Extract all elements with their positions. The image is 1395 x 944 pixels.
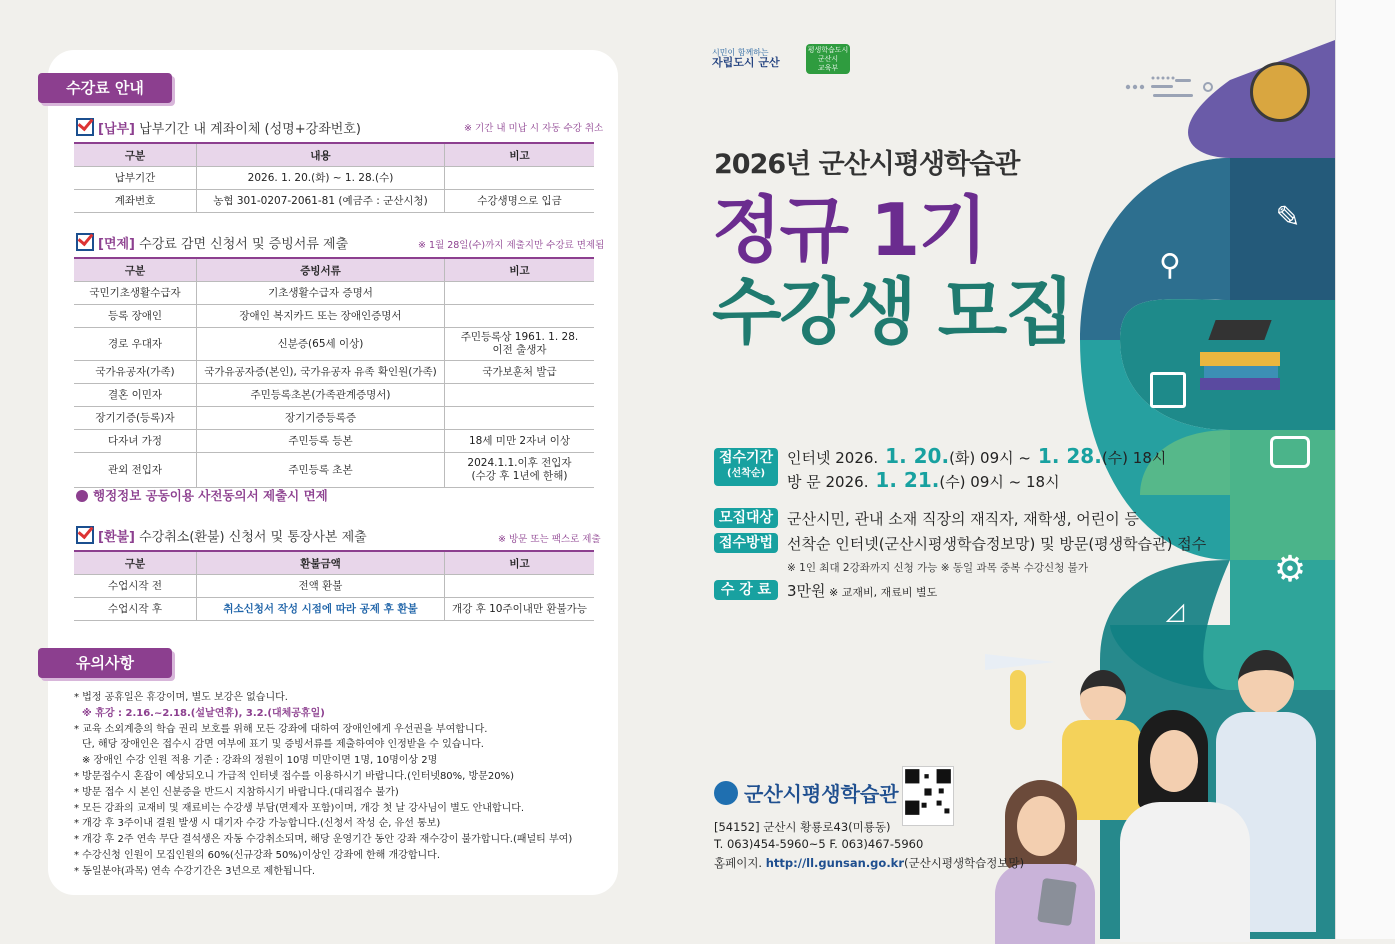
fee-value — [787, 580, 937, 601]
refund-table — [74, 550, 594, 621]
homepage-link[interactable]: http://ll.gunsan.go.kr — [765, 856, 905, 870]
table-cell — [445, 384, 595, 407]
table-cell: 국가보훈처 발급 — [445, 361, 595, 384]
table-cell: 2024.1.1.이후 전입자 (수강 후 1년에 한해) — [445, 453, 595, 488]
table-cell: 등록 장애인 — [74, 305, 197, 328]
pay-heading — [76, 118, 361, 137]
city-logo-name: 자립도시 군산 — [712, 56, 780, 69]
table-row — [74, 190, 594, 213]
checkbox-icon — [76, 118, 94, 136]
period-visit-end: (수) 09시 ~ 18시 — [939, 473, 1060, 491]
table-cell: 관외 전입자 — [74, 453, 197, 488]
pay-note: ※ 기간 내 미납 시 자동 수강 취소 — [464, 123, 604, 134]
note-line: * 법정 공휴일은 휴강이며, 별도 보강은 없습니다. — [74, 692, 288, 703]
admin-info-note — [76, 486, 328, 504]
note-line: * 개강 후 3주이내 결원 발생 시 대기자 수강 가능합니다.(신청서 작성 순, 유선 통보) — [74, 818, 441, 830]
homepage-note: (군산시평생학습정보망) — [904, 856, 1025, 870]
table-cell — [445, 407, 595, 430]
table-row — [74, 430, 594, 453]
table-cell: 18세 미만 2자녀 이상 — [445, 430, 595, 453]
table-row — [74, 361, 594, 384]
table-row — [74, 598, 594, 621]
period-label-text: 접수기간 — [718, 450, 774, 466]
table-row — [74, 305, 594, 328]
note-line: * 교육 소외계층의 학습 권리 보호를 위해 모든 강좌에 대하여 장애인에게 우선권을 부여합니다. — [74, 723, 488, 735]
table-cell: 취소신청서 작성 시점에 따라 공제 후 환불 — [197, 598, 445, 621]
admin-info-text: 행정정보 공동이용 사전동의서 제출시 면제 — [93, 488, 328, 503]
table-cell: 농협 301-0207-2061-81 (예금주 : 군산시청) — [197, 190, 445, 213]
refund-heading — [76, 526, 367, 545]
paper-plane-icon — [985, 654, 1055, 670]
exempt-tag: [면제] — [98, 237, 135, 252]
table-cell: 국가유공자(가족) — [74, 361, 197, 384]
table-row — [74, 575, 594, 598]
learning-city-logo — [806, 44, 850, 74]
table-cell: 기초생활수급자 증명서 — [197, 282, 445, 305]
arrow-circle-icon — [76, 490, 88, 502]
col-header: 구분 — [74, 551, 197, 575]
table-cell: 주민등록상 1961. 1. 28. 이전 출생자 — [445, 328, 595, 361]
note-line: * 수강신청 인원이 모집인원의 60%(신규강좌 50%)이상인 강좌에 한해 개강합니다. — [74, 849, 441, 861]
phone-fax: T. 063)454-5960~5 F. 063)467-5960 — [714, 837, 924, 851]
method-value: 선착순 인터넷(군산시평생학습정보망) 및 방문(평생학습관) 접수 — [787, 535, 1207, 553]
table-cell: 계좌번호 — [74, 190, 197, 213]
table-row — [74, 328, 594, 361]
table-cell: 전액 환불 — [197, 575, 445, 598]
qr-pattern — [903, 767, 953, 817]
poster-title-line1: 정규 1기 — [712, 188, 986, 272]
magnifier-icon: ⚲ — [1159, 248, 1181, 283]
qr-code-icon — [902, 766, 954, 826]
col-header: 구분 — [74, 258, 197, 282]
col-header: 비고 — [445, 258, 595, 282]
note-line: * 방문접수시 혼잡이 예상되오니 가급적 인터넷 접수를 이용하시기 바랍니다.(인터넷80%, 방문20%) — [74, 770, 514, 782]
table-cell: 장애인 복지카드 또는 장애인증명서 — [197, 305, 445, 328]
homepage[interactable] — [714, 855, 1024, 871]
poster-subtitle: 2026년 군산시평생학습관 — [714, 149, 1020, 180]
target-value: 군산시민, 관내 소재 직장의 재직자, 재학생, 어린이 등 — [787, 510, 1139, 528]
table-cell: 장기기증(등록)자 — [74, 407, 197, 430]
period-visit — [787, 468, 1060, 492]
table-cell: 다자녀 가정 — [74, 430, 197, 453]
city-logo-slogan: 시민이 함께하는 — [712, 48, 769, 57]
period-label — [714, 448, 778, 486]
table-cell: 주민등록 초본 — [197, 453, 445, 488]
ruler-icon: ◿ — [1165, 597, 1185, 625]
note-line: ※ 휴강 : 2.16.~2.18.(설날연휴), 3.2.(대체공휴일) — [82, 707, 325, 719]
col-header: 환불금액 — [197, 551, 445, 575]
homepage-label: 홈페이지. — [714, 856, 766, 870]
book-reader-icon: ✎ — [1275, 200, 1301, 235]
period-internet-pre: 인터넷 2026. — [787, 449, 879, 467]
table-cell: 결혼 이민자 — [74, 384, 197, 407]
col-header: 증빙서류 — [197, 258, 445, 282]
note-line: * 개강 후 2주 연속 무단 결석생은 자동 수강취소되며, 해당 운영기간 동안 강좌 재수강이 불가합니다.(패널티 부여) — [74, 834, 573, 846]
pay-title: 납부기간 내 계좌이체 (성명+강좌번호) — [135, 122, 361, 137]
method-note: ※ 1인 최대 2강좌까지 신청 가능 ※ 동일 과목 중복 수강신청 불가 — [787, 562, 1088, 574]
gear-icon: ⚙ — [1273, 549, 1307, 590]
col-header: 비고 — [445, 551, 595, 575]
table-cell — [445, 167, 595, 190]
table-row — [74, 384, 594, 407]
poster-title-line2: 수강생 모집 — [712, 270, 1073, 354]
illustration-person-3 — [1110, 710, 1260, 939]
table-cell — [445, 575, 595, 598]
note-line: * 방문 접수 시 본인 신분증을 반드시 지참하시기 바랍니다.(대리접수 불가) — [74, 786, 399, 798]
method-label: 접수방법 — [714, 533, 778, 553]
table-cell: 납부기간 — [74, 167, 197, 190]
table-cell: 수강생명으로 입금 — [445, 190, 595, 213]
table-cell: 주민등록초본(가족관계증명서) — [197, 384, 445, 407]
period-visit-date: 1. 21. — [868, 468, 940, 492]
table-cell: 2026. 1. 20.(화) ~ 1. 28.(수) — [197, 167, 445, 190]
table-cell: 경로 우대자 — [74, 328, 197, 361]
period-internet-end: (수) 18시 — [1101, 449, 1167, 467]
table-cell: 수업시작 전 — [74, 575, 197, 598]
graduation-cap-icon — [1200, 320, 1280, 390]
period-internet-start: 1. 20. — [878, 444, 950, 468]
target-label: 모집대상 — [714, 508, 778, 528]
checkbox-icon — [76, 233, 94, 251]
period-label-sub: (선착순) — [726, 468, 766, 479]
note-line: 단, 해당 장애인은 접수시 감면 여부에 표기 및 증빙서류를 제출하여야 인정받을 수 있습니다. — [82, 739, 484, 751]
table-cell: 수업시작 후 — [74, 598, 197, 621]
table-cell: 개강 후 10주이내만 환불가능 — [445, 598, 595, 621]
globe-icon — [1250, 62, 1310, 122]
period-internet-mid: (화) 09시 ~ — [949, 449, 1031, 467]
institution-name: 군산시평생학습관 — [744, 782, 899, 806]
col-header: 구분 — [74, 143, 197, 167]
checkbox-icon — [76, 526, 94, 544]
pay-table — [74, 142, 594, 213]
chat-icon — [1270, 436, 1310, 468]
table-cell — [445, 305, 595, 328]
caution-section-tab: 유의사항 — [38, 648, 172, 678]
refund-tag: [환불] — [98, 530, 135, 545]
table-cell: 국민기초생활수급자 — [74, 282, 197, 305]
fee-section-tab: 수강료 안내 — [38, 73, 172, 103]
table-row — [74, 282, 594, 305]
caution-notes — [74, 690, 594, 880]
institution-icon — [714, 781, 738, 805]
table-cell: 주민등록 등본 — [197, 430, 445, 453]
table-row — [74, 453, 594, 488]
table-cell — [445, 282, 595, 305]
table-row — [74, 407, 594, 430]
table-cell: 장기기증등록증 — [197, 407, 445, 430]
institution-logo — [714, 778, 899, 807]
period-internet — [787, 444, 1166, 468]
exempt-title: 수강료 감면 신청서 및 증빙서류 제출 — [135, 237, 349, 252]
learning-city-logo-text: 평생학습도시 군산시 교육부 — [807, 46, 849, 72]
pay-tag: [납부] — [98, 122, 135, 137]
city-logo — [712, 48, 780, 68]
refund-note: ※ 방문 또는 팩스로 제출 — [498, 534, 601, 545]
table-cell: 신분증(65세 이상) — [197, 328, 445, 361]
exempt-note: ※ 1월 28일(수)까지 제출지만 수강료 면제됨 — [418, 240, 605, 251]
col-header: 비고 — [445, 143, 595, 167]
fee-note: ※ 교재비, 재료비 별도 — [825, 586, 938, 599]
notebook-icon — [1150, 372, 1186, 408]
note-line: * 모든 강좌의 교재비 및 재료비는 수강생 부담(면제자 포함)이며, 개강 첫 날 강사님이 별도 안내합니다. — [74, 802, 525, 814]
refund-title: 수강취소(환불) 신청서 및 통장사본 제출 — [135, 530, 367, 545]
col-header: 내용 — [197, 143, 445, 167]
table-row — [74, 167, 594, 190]
fee-amount: 3만원 — [787, 582, 826, 600]
exempt-table — [74, 257, 594, 488]
table-cell: 국가유공자증(본인), 국가유공자 유족 확인원(가족) — [197, 361, 445, 384]
exempt-heading — [76, 233, 348, 252]
period-visit-pre: 방 문 2026. — [787, 473, 869, 491]
fee-label: 수 강 료 — [714, 580, 778, 600]
note-line: * 동일분야(과목) 연속 수강기간은 3년으로 제한됩니다. — [74, 865, 316, 877]
note-line: ※ 장애인 수강 인원 적용 기준 : 강좌의 정원이 10명 미만이면 1명, 10명이상 2명 — [82, 755, 438, 767]
page-edge — [1335, 0, 1395, 939]
period-internet-end-date: 1. 28. — [1030, 444, 1102, 468]
address: [54152] 군산시 황룡로43(미룡동) — [714, 820, 891, 834]
